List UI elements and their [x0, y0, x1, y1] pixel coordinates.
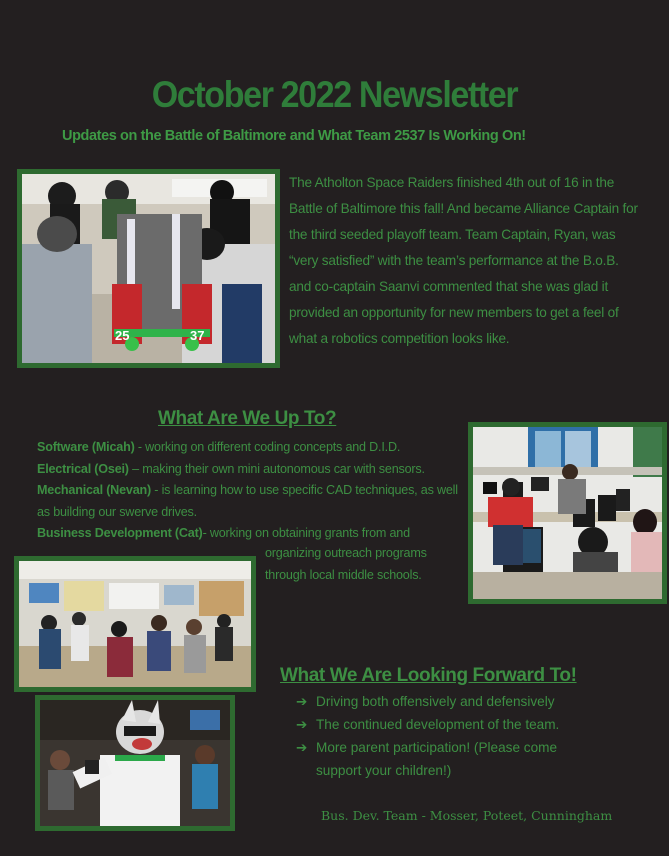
- list-item: [296, 713, 596, 736]
- team-name: Software (Micah): [37, 440, 135, 454]
- section-heading-looking-forward: What We Are Looking Forward To!: [280, 665, 577, 686]
- looking-forward-list: [296, 690, 596, 782]
- classroom-outreach-photo: [14, 556, 256, 692]
- team-item-mechanical-cont: [37, 502, 457, 524]
- team-desc: – making their own mini autonomous car with sensors.: [128, 461, 425, 476]
- team-name: Mechanical (Nevan): [37, 483, 151, 497]
- robot-competition-photo: [17, 169, 280, 368]
- team-item-electrical: [37, 459, 457, 481]
- team-name: Business Development (Cat): [37, 526, 203, 540]
- robot-number-right: 37: [190, 328, 205, 343]
- robot-number-left: 25: [115, 328, 130, 343]
- arrow-bullet-icon: ➔: [296, 717, 308, 732]
- footer-credits: Bus. Dev. Team - Mosser, Poteet, Cunningham: [321, 808, 613, 823]
- newsletter-title: October 2022 Newsletter: [151, 74, 518, 115]
- team-item-software: [37, 437, 457, 459]
- computer-lab-photo: [468, 422, 667, 604]
- arrow-bullet-icon: ➔: [296, 694, 308, 709]
- intro-paragraph: The Atholton Space Raiders finished 4th out of 16 in the Battle of Baltimore this fall! And became Alliance Captain for the third seeded playoff team. Team Captain, Ryan, was “very satisfied” with the team’s performance at the B.o.B. and co-captain Saanvi commented that she was glad it provided an opportunity for new members to get a feel of what a robotics competition looks like.: [289, 175, 638, 346]
- mascot-photo: [35, 695, 235, 831]
- team-desc: - is learning how to use specific CAD techniques, as well: [150, 483, 458, 497]
- list-item: [296, 736, 596, 782]
- continuation-line: through local middle schools.: [265, 567, 422, 582]
- team-list: [37, 437, 457, 545]
- business-continuation: [265, 543, 427, 586]
- bullet-text: More parent participation! (Please come support your children!): [316, 740, 558, 778]
- continuation-line: organizing outreach programs: [265, 546, 427, 560]
- team-desc: - working on obtaining grants from and: [202, 526, 410, 540]
- bullet-text: Driving both offensively and defensively: [316, 694, 555, 709]
- list-item: [296, 690, 596, 713]
- newsletter-subtitle: Updates on the Battle of Baltimore and What Team 2537 Is Working On!: [62, 128, 526, 144]
- team-item-business: [37, 523, 457, 545]
- section-heading-up-to: What Are We Up To?: [158, 408, 337, 429]
- team-desc: - working on different coding concepts and D.I.D.: [134, 440, 401, 454]
- team-item-mechanical: [37, 480, 457, 502]
- arrow-bullet-icon: ➔: [296, 740, 308, 755]
- bullet-text: The continued development of the team.: [316, 717, 560, 732]
- team-desc: as building our swerve drives.: [37, 504, 197, 519]
- team-name: Electrical (Osei): [37, 461, 129, 476]
